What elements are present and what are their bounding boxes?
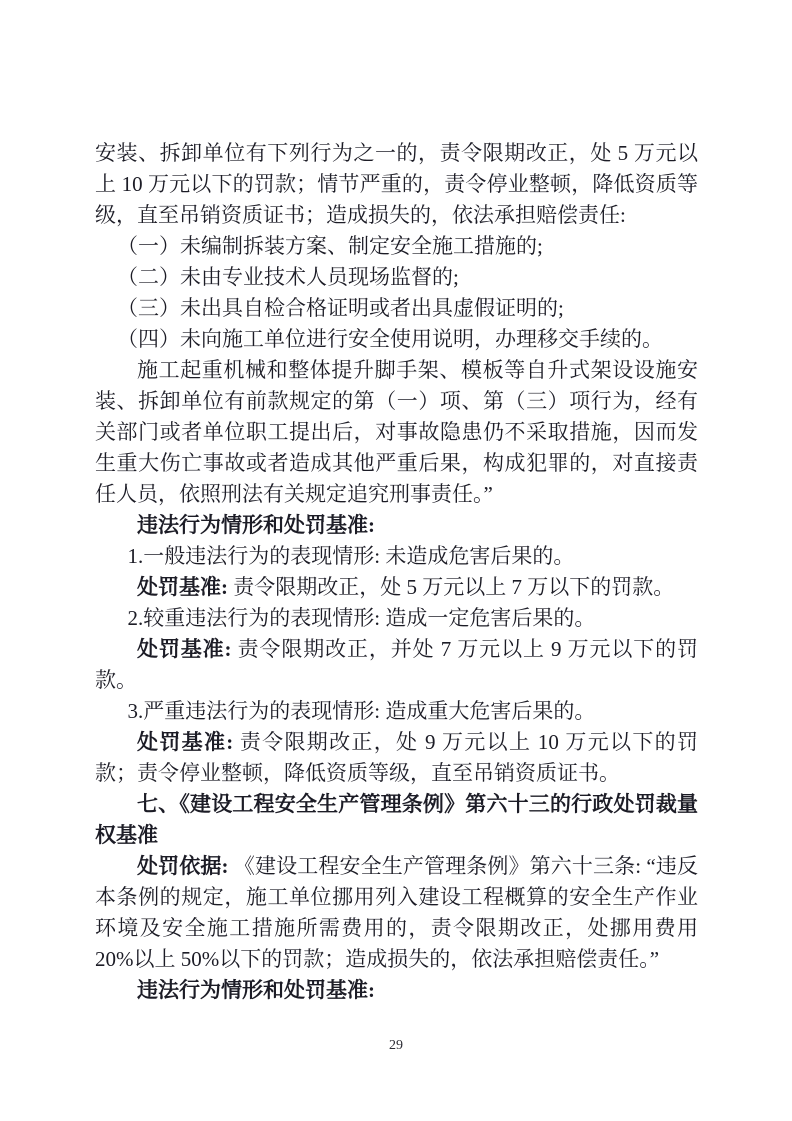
list-item-1: （一）未编制拆装方案、制定安全施工措施的; [117,234,543,258]
document-body [95,138,698,1006]
heading-violation-and-penalty-basis-2: 违法行为情形和处罚基准: [137,978,375,1002]
paragraph-criminal-liability: 施工起重机械和整体提升脚手架、模板等自升式架设设施安装、拆卸单位有前款规定的第（一）项、第（三）项行为，经有关部门或者单位职工提出后，对事故隐患仍不采取措施，因而发生重大伤亡事故或者造成其他严重后果，构成犯罪的，对直接责任人员，依照刑法有关规定追究刑事责任。” [95,358,698,506]
list-item-4: （四）未向施工单位进行安全使用说明，办理移交手续的。 [117,327,664,351]
paragraph-penalty-basis-1 [95,572,698,603]
heading-violation-and-penalty-basis-1: 违法行为情形和处罚基准: [137,513,375,537]
numbered-line-moderate-violation: 2.较重违法行为的表现情形: 造成一定危害后果的。 [127,606,596,630]
penalty-basis-text: 责令限期改正，处 5 万元以上 7 万以下的罚款。 [228,575,675,599]
penalty-legal-basis-text: 《建设工程安全生产管理条例》第六十三条: “违反本条例的规定，施工单位挪用列入建设工程概算的安全生产作业环境及安全施工措施所需费用的，责令限期改正，处挪用费用 20%以上 50%以下的罚款；造成损失的，依法承担赔偿责任。” [95,854,699,971]
paragraph-penalty-clause-continuation: 安装、拆卸单位有下列行为之一的，责令限期改正，处 5 万元以上 10 万元以下的罚款；情节严重的，责令停业整顿，降低资质等级，直至吊销资质证书；造成损失的，依法承担赔偿责任: [95,141,698,227]
list-item-3: （三）未出具自检合格证明或者出具虚假证明的; [117,296,564,320]
heading-section-seven: 七、《建设工程安全生产管理条例》第六十三的行政处罚裁量权基准 [95,792,698,847]
penalty-basis-label: 处罚基准: [137,637,232,661]
paragraph-penalty-basis-3 [95,727,698,789]
numbered-line-serious-violation: 3.严重违法行为的表现情形: 造成重大危害后果的。 [127,699,596,723]
page-number: 29 [389,1038,403,1053]
paragraph-penalty-legal-basis [95,851,698,975]
penalty-basis-text: 责令限期改正，处 9 万元以上 10 万元以下的罚款；责令停业整顿，降低资质等级，直至吊销资质证书。 [95,730,698,785]
penalty-basis-label: 处罚基准: [137,575,228,599]
penalty-basis-label: 处罚基准: [137,730,234,754]
numbered-line-general-violation: 1.一般违法行为的表现情形: 未造成危害后果的。 [127,544,575,568]
list-item-2: （二）未由专业技术人员现场监督的; [117,265,459,289]
penalty-basis-text: 责令限期改正，并处 7 万元以上 9 万元以下的罚款。 [95,637,698,692]
paragraph-penalty-basis-2 [95,634,698,696]
penalty-legal-basis-label: 处罚依据: [137,854,229,878]
